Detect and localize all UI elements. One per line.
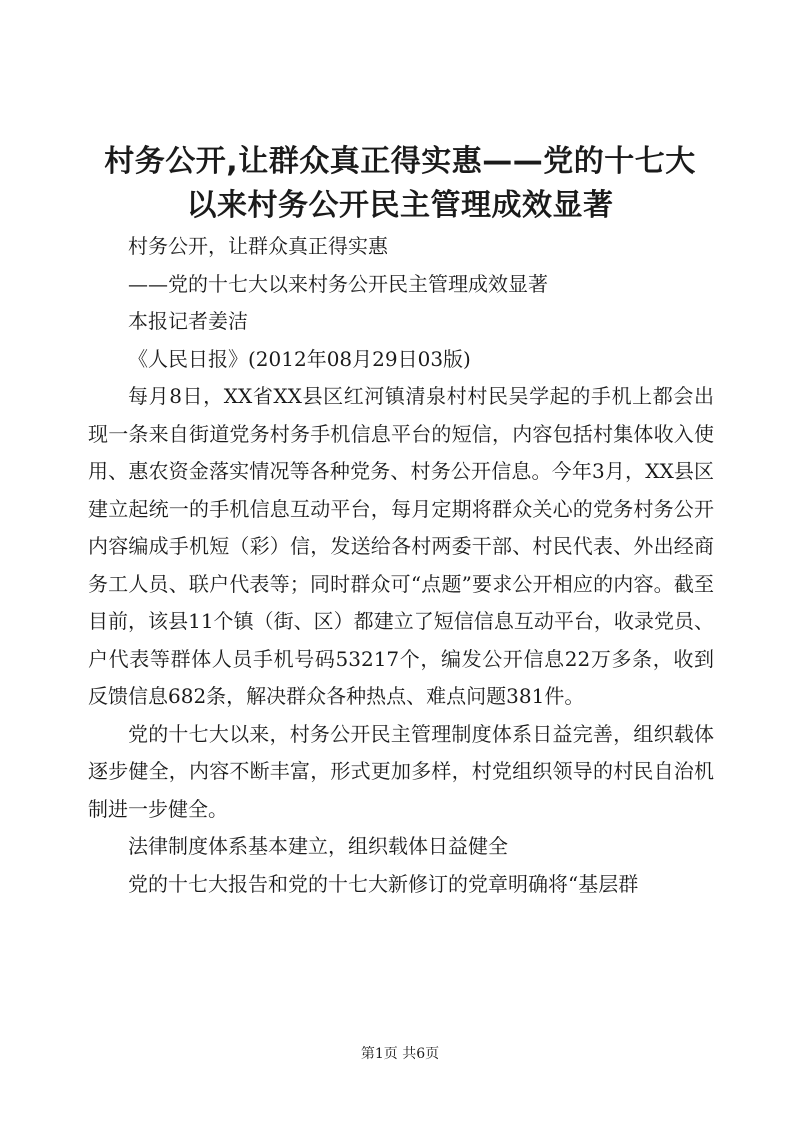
body-paragraph: 党的十七大以来，村务公开民主管理制度体系日益完善，组织载体逐步健全，内容不断丰富，形式更加多样，村党组织领导的村民自治机制进一步健全。	[88, 721, 714, 821]
title-line-1: 村务公开,让群众真正得实惠——党的十七大	[104, 144, 696, 179]
source-paragraph: 《人民日报》(2012年08月29日03版)	[128, 346, 471, 371]
byline-paragraph: 本报记者姜洁	[128, 309, 248, 333]
body-paragraph: 每月8日，XX省XX县区红河镇清泉村村民吴学起的手机上都会出现一条来自街道党务村务手机信息平台的短信，内容包括村集体收入使用、惠农资金落实情况等各种党务、村务公开信息。今年3月，XX县区建立起统一的手机信息互动平台，每月定期将群众关心的党务村务公开内容编成手机短（彩）信，发送给各村两委干部、村民代表、外出经商务工人员、联户代表等；同时群众可“点题”要求公开相应的内容。截至目前，该县11个镇（街、区）都建立了短信信息互动平台，收录党员、户代表等群体人员手机号码53217个，编发公开信息22万多条，收到反馈信息682条，解决群众各种热点、难点问题381件。	[88, 384, 714, 708]
subtitle-paragraph: ——党的十七大以来村务公开民主管理成效显著	[128, 271, 548, 296]
document-body	[88, 228, 714, 903]
page-footer	[0, 1044, 800, 1064]
subtitle-paragraph: 村务公开，让群众真正得实惠	[128, 234, 388, 258]
page-number-label: 第1页 共6页	[360, 1046, 440, 1062]
section-heading-paragraph: 法律制度体系基本建立，组织载体日益健全	[128, 834, 508, 858]
document-title	[90, 140, 710, 228]
title-line-2: 以来村务公开民主管理成效显著	[186, 188, 614, 223]
body-paragraph: 党的十七大报告和党的十七大新修订的党章明确将“基层群	[128, 871, 639, 896]
